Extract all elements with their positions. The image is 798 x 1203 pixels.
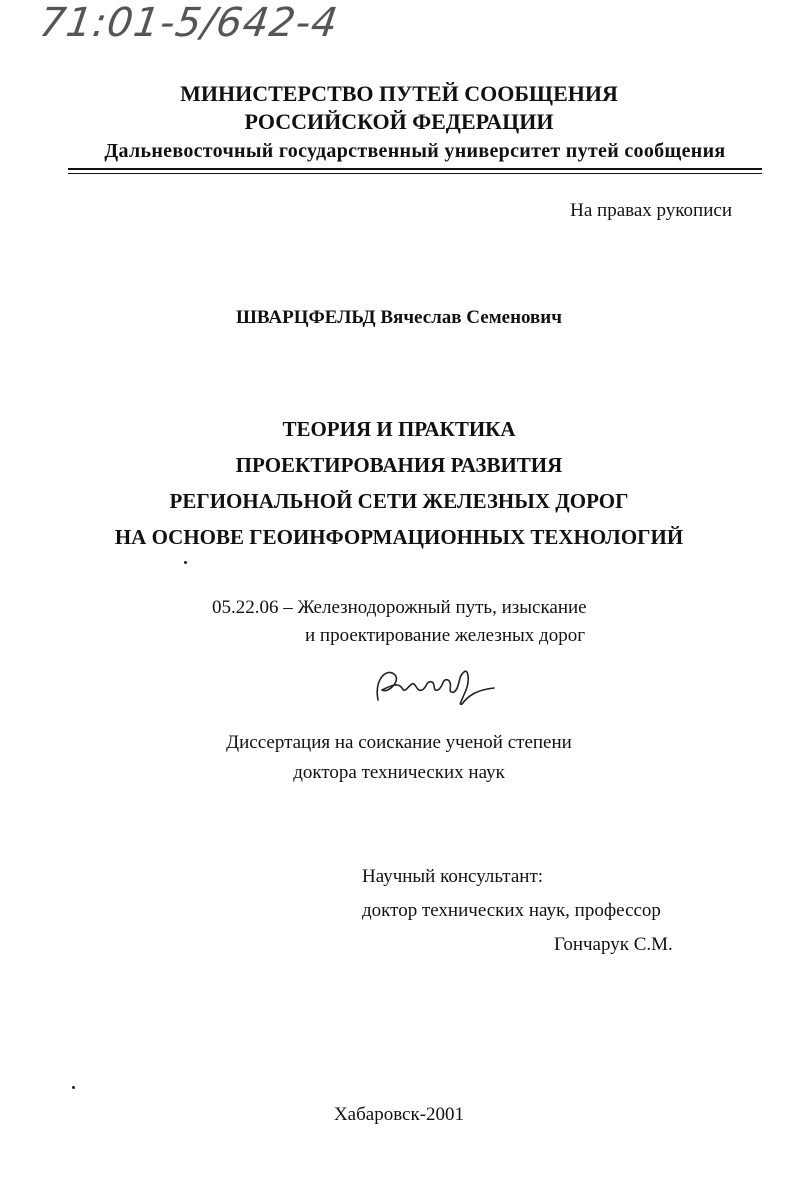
degree-line-1: Диссертация на соискание ученой степени: [226, 732, 572, 753]
consultant-degree: доктор технических наук, профессор: [362, 900, 661, 921]
ministry-line-1: МИНИСТЕРСТВО ПУТЕЙ СООБЩЕНИЯ: [180, 81, 618, 106]
specialty-line-2: и проектирование железных дорог: [305, 625, 585, 646]
scan-speck: [72, 1086, 75, 1089]
ministry-header: [0, 80, 798, 136]
signature-icon: [372, 660, 502, 710]
header-rule-thick: [68, 168, 762, 170]
city-year: Хабаровск-2001: [333, 1104, 465, 1125]
author-name: ШВАРЦФЕЛЬД Вячеслав Семенович: [236, 307, 562, 328]
university-name: Дальневосточный государственный университет путей сообщения: [104, 140, 726, 162]
title-line-2: ПРОЕКТИРОВАНИЯ РАЗВИТИЯ: [235, 453, 563, 477]
consultant-name: Гончарук С.М.: [554, 934, 673, 955]
scan-speck: [184, 561, 187, 564]
rights-notice: На правах рукописи: [570, 200, 732, 221]
scientific-consultant: [362, 860, 673, 962]
title-line-3: РЕГИОНАЛЬНОЙ СЕТИ ЖЕЛЕЗНЫХ ДОРОГ: [169, 489, 629, 513]
consultant-label: Научный консультант:: [362, 866, 544, 887]
dissertation-title: [0, 411, 798, 555]
signature-image: [372, 660, 502, 715]
title-line-4: НА ОСНОВЕ ГЕОИНФОРМАЦИОННЫХ ТЕХНОЛОГИЙ: [114, 525, 684, 549]
degree-statement: [0, 728, 798, 788]
handwritten-archive-code: 71:01-5/642-4: [36, 0, 342, 46]
ministry-line-2: РОССИЙСКОЙ ФЕДЕРАЦИИ: [244, 109, 554, 134]
specialty-line-1: 05.22.06 – Железнодорожный путь, изыскание: [212, 597, 587, 618]
header-rule-thin: [68, 173, 762, 174]
specialty-code: [212, 594, 587, 650]
degree-line-2: доктора технических наук: [293, 762, 505, 783]
title-line-1: ТЕОРИЯ И ПРАКТИКА: [282, 417, 516, 441]
